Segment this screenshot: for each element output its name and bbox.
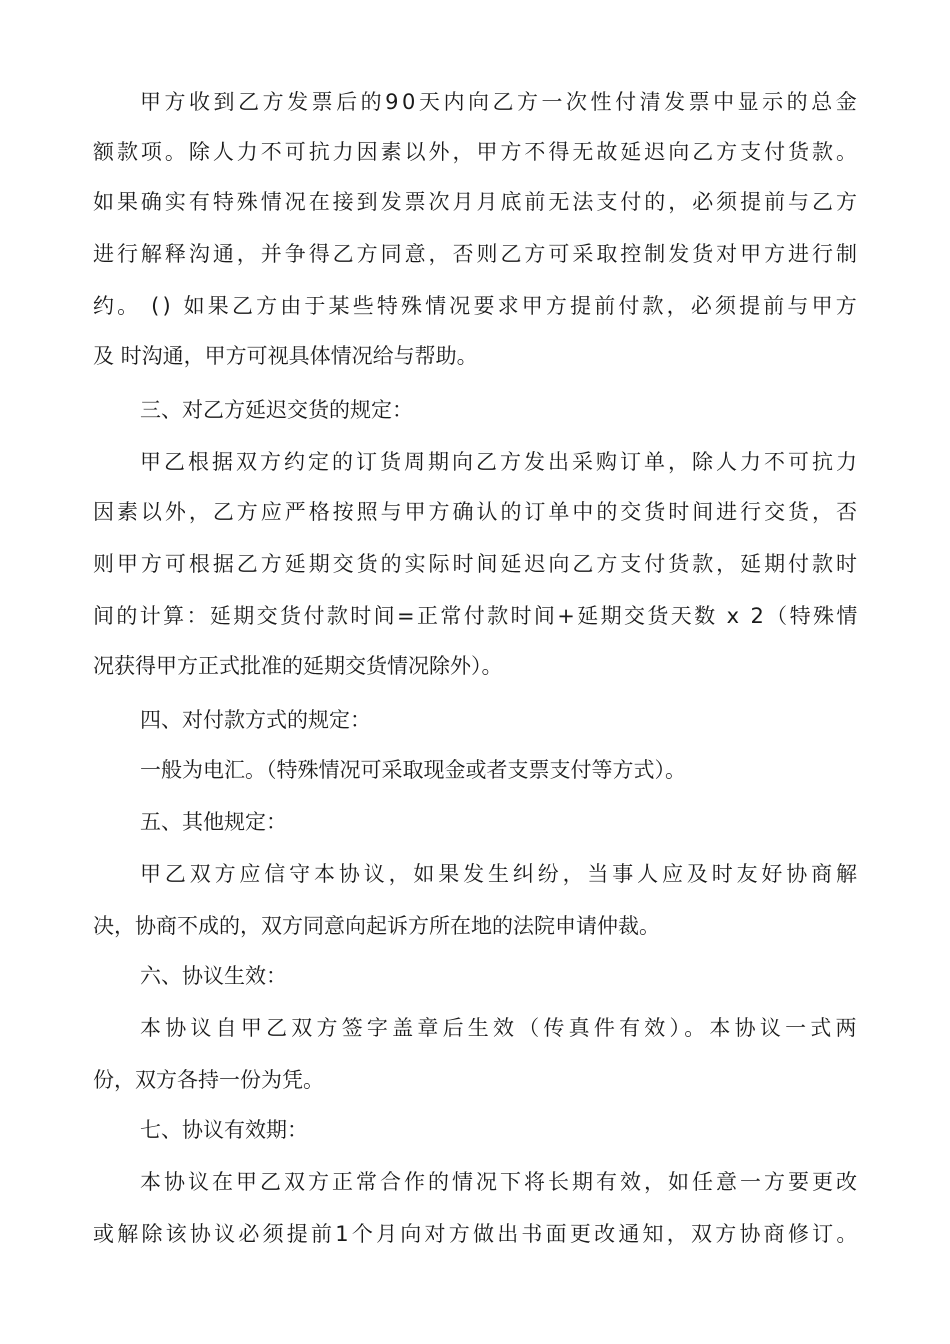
text-line: 及 时沟通，甲方可视具体情况给与帮助。 — [93, 344, 478, 368]
section-heading: 三、对乙方延迟交货的规定： — [140, 398, 413, 422]
text-line: 进行解释沟通，并争得乙方同意，否则乙方可采取控制发货对甲方进行制 — [93, 242, 860, 266]
text-line: 甲方收到乙方发票后的90天内向乙方一次性付清发票中显示的总金 — [140, 90, 861, 114]
text-line: 一般为电汇。（特殊情况可采取现金或者支票支付等方式）。 — [140, 758, 686, 782]
text-line: 甲乙根据双方约定的订货周期向乙方发出采购订单，除人力不可抗力 — [140, 450, 860, 474]
text-line: 本协议自甲乙双方签字盖章后生效（传真件有效）。本协议一式两 — [140, 1016, 861, 1040]
section-heading: 六、协议生效： — [140, 964, 287, 988]
text-line: 额款项。除人力不可抗力因素以外，甲方不得无故延迟向乙方支付货款。 — [93, 140, 860, 164]
text-line: 份，双方各持一份为凭。 — [93, 1068, 324, 1092]
section-heading: 五、其他规定： — [140, 810, 287, 834]
text-line: 甲乙双方应信守本协议，如果发生纠纷，当事人应及时友好协商解 — [140, 862, 861, 886]
text-line: 因素以外，乙方应严格按照与甲方确认的订单中的交货时间进行交货，否 — [93, 500, 860, 524]
text-line: 间的计算：延期交货付款时间=正常付款时间+延期交货天数 x 2（特殊情 — [93, 604, 860, 628]
text-line: 况获得甲方正式批准的延期交货情况除外）。 — [93, 654, 503, 678]
text-line: 则甲方可根据乙方延期交货的实际时间延迟向乙方支付货款，延期付款时 — [93, 552, 860, 576]
text-line: 或解除该协议必须提前1个月向对方做出书面更改通知，双方协商修订。 — [93, 1222, 861, 1246]
text-line: 本协议在甲乙双方正常合作的情况下将长期有效，如任意一方要更改 — [140, 1170, 860, 1194]
text-line: 决，协商不成的，双方同意向起诉方所在地的法院申请仲裁。 — [93, 914, 660, 938]
text-line: 约。 () 如果乙方由于某些特殊情况要求甲方提前付款，必须提前与甲方 — [93, 294, 860, 318]
section-heading: 四、对付款方式的规定： — [140, 708, 371, 732]
section-heading: 七、协议有效期： — [140, 1118, 308, 1142]
text-line: 如果确实有特殊情况在接到发票次月月底前无法支付的，必须提前与乙方 — [93, 190, 860, 214]
